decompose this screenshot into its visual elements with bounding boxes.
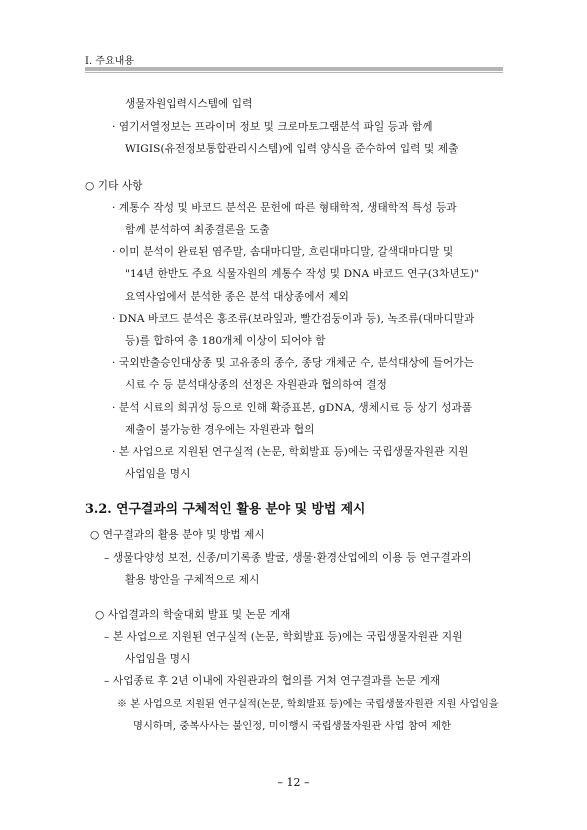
text-line: 활용 방안을 구체적으로 제시 bbox=[125, 574, 260, 586]
header-rule-thick bbox=[85, 67, 503, 71]
text-line: 사업임을 명시 bbox=[125, 653, 191, 665]
section-bullet: ○ 기타 사항 bbox=[85, 180, 143, 192]
text-line: 생물자원입력시스템에 입력 bbox=[125, 98, 253, 110]
text-line: "14년 한반도 주요 식물자원의 계통수 작성 및 DNA 바코드 연구(3차년도)" bbox=[125, 268, 480, 280]
section-heading: 3.2. 연구결과의 구체적인 활용 분야 및 방법 제시 bbox=[85, 502, 366, 517]
text-line: · 염기서열정보는 프라이머 정보 및 크로마토그램분석 파일 등과 함께 bbox=[112, 121, 433, 133]
text-line: 시료 수 등 분석대상종의 선정은 자원관과 협의하여 결정 bbox=[125, 379, 387, 391]
note-line: 명시하며, 중복사사는 불인정, 미이행시 국립생물자원관 사업 참여 제한 bbox=[133, 720, 451, 732]
text-line: · 본 사업으로 지원된 연구실적 (논문, 학회발표 등)에는 국립생물자원관 지원 bbox=[112, 446, 469, 458]
text-line: – 사업종료 후 2년 이내에 자원관과의 협의를 거쳐 연구결과를 논문 게재 bbox=[104, 675, 441, 687]
page-number: – 12 – bbox=[277, 776, 310, 789]
text-line: 등)를 합하여 총 180개체 이상이 되어야 함 bbox=[125, 335, 326, 347]
text-line: · 국외반출승인대상종 및 고유종의 종수, 종당 개체군 수, 분석대상에 들어가는 bbox=[112, 357, 474, 369]
text-line: – 본 사업으로 지원된 연구실적 (논문, 학회발표 등)에는 국립생물자원관 지원 bbox=[104, 631, 463, 643]
running-header: I. 주요내용 bbox=[85, 56, 134, 67]
text-line: · DNA 바코드 분석은 홍조류(보라잎과, 빨간검둥이과 등), 녹조류(대마디말과 bbox=[112, 313, 475, 325]
section-bullet: ○ 사업결과의 학술대회 발표 및 논문 게재 bbox=[95, 609, 291, 621]
text-line: WIGIS(유전정보통합관리시스템)에 입력 양식을 준수하여 입력 및 제출 bbox=[125, 143, 459, 155]
section-bullet: ○ 연구결과의 활용 분야 및 방법 제시 bbox=[90, 529, 265, 541]
text-line: 사업임을 명시 bbox=[125, 468, 191, 480]
text-line: 함께 분석하여 최종결론을 도출 bbox=[125, 224, 270, 236]
text-line: · 이미 분석이 완료된 염주말, 솜대마디말, 흐린대마디말, 갈색대마디말 및 bbox=[112, 246, 454, 258]
note-line: ※ 본 사업으로 지원된 연구실적(논문, 학회발표 등)에는 국립생물자원관 지원 사업임을 bbox=[117, 699, 499, 710]
header-rule-thin bbox=[85, 72, 503, 73]
text-line: 요역사업에서 분석한 종은 분석 대상종에서 제외 bbox=[125, 291, 350, 303]
text-line: 제출이 불가능한 경우에는 자원관과 협의 bbox=[125, 424, 315, 436]
text-line: – 생물다양성 보전, 신종/미기록종 발굴, 생물·환경산업에의 이용 등 연구결과의 bbox=[104, 552, 472, 564]
text-line: · 분석 시료의 희귀성 등으로 인해 확증표본, gDNA, 생체시료 등 상기 성과품 bbox=[112, 402, 473, 414]
text-line: · 계통수 작성 및 바코드 분석은 문헌에 따른 형태학적, 생태학적 특성 등과 bbox=[112, 202, 457, 214]
